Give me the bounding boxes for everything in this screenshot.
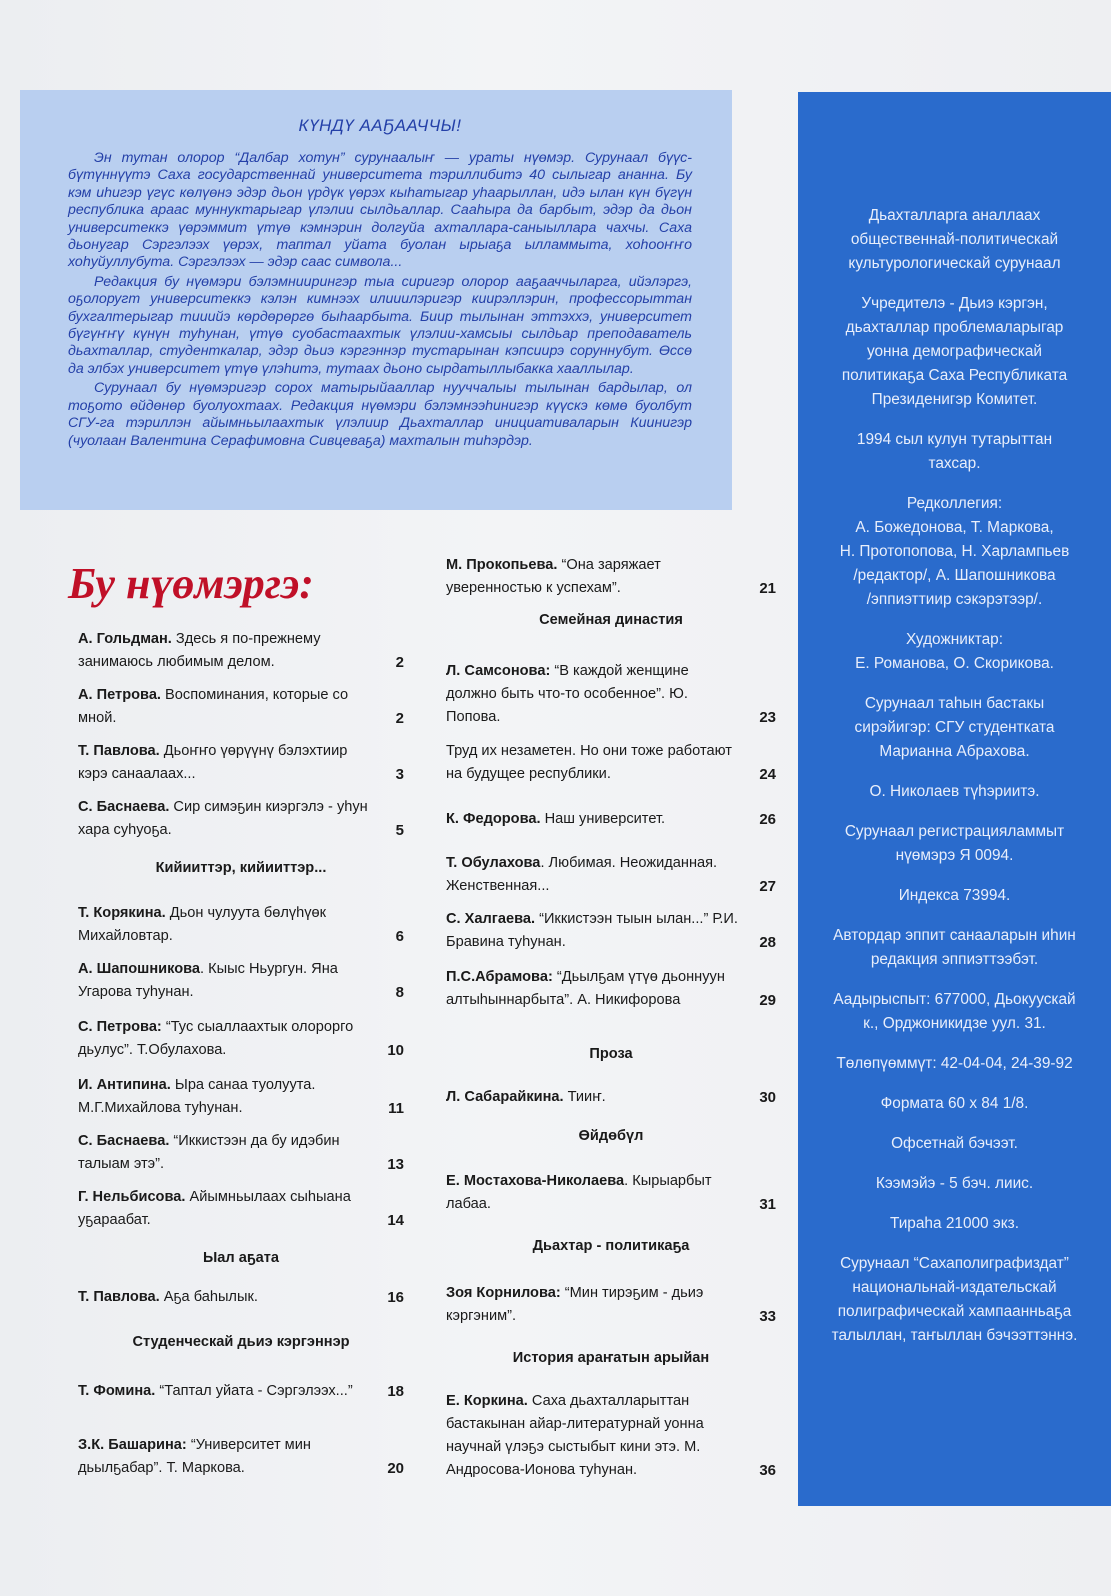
contents-entry[interactable] (78, 1016, 404, 1062)
masthead-line: Сурунаал таһын бастакы (864, 695, 1045, 712)
entry-title (78, 1074, 404, 1120)
masthead-line: Сурунаал “Сахаполиграфиздат” (840, 1255, 1069, 1272)
entry-title (78, 1186, 404, 1232)
entry-text: Айымньылаах сыһыана уҕараабат. (78, 1189, 351, 1228)
entry-text: Дьоҥҥо үөрүүнү бэлэхтиир кэрэ санаалаах... (78, 743, 348, 782)
entry-title (78, 684, 404, 730)
entry-text: “Таптал уйата - Сэргэлээх...” (155, 1383, 353, 1399)
masthead-line: О. Николаев түһэриитэ. (869, 783, 1040, 800)
masthead-line: общественнай-политическай (850, 231, 1059, 248)
masthead-line: политикаҕа Саха Республиката (841, 367, 1068, 384)
contents-entry[interactable] (78, 902, 404, 948)
masthead-line: дьахталлар проблемаларыгар (845, 319, 1064, 336)
masthead-block (798, 884, 1111, 908)
masthead-block (798, 492, 1111, 612)
entry-author: И. Антипина. (78, 1077, 171, 1093)
contents-section-heading: Дьахтар - политикаҕа (532, 1238, 690, 1254)
masthead-line: тахсар. (928, 455, 981, 472)
entry-title (78, 1286, 404, 1309)
masthead-line: культурологическай сурунаал (848, 255, 1061, 272)
contents-section-heading: Студенческай дьиэ кэргэннэр (132, 1334, 350, 1350)
masthead-line: редакция эппиэттээбэт. (870, 951, 1039, 968)
entry-page-number: 30 (759, 1089, 776, 1106)
entry-page-number: 36 (759, 1462, 776, 1479)
entry-page-number: 3 (395, 766, 404, 783)
contents-entry[interactable] (78, 796, 404, 842)
contents-section-heading: Өйдөбүл (578, 1128, 644, 1144)
entry-page-number: 6 (395, 928, 404, 945)
entry-page-number: 28 (759, 934, 776, 951)
entry-author: А. Гольдман. (78, 631, 172, 647)
entry-author: Т. Обулахова (446, 855, 541, 871)
entry-page-number: 8 (395, 984, 404, 1001)
entry-author: Е. Коркина. (446, 1393, 528, 1409)
contents-entry[interactable] (446, 1282, 776, 1328)
entry-text: Ыра санаа туолуута. М.Г.Михайлова туһунан. (78, 1077, 316, 1116)
contents-entry[interactable] (446, 908, 776, 954)
masthead-line: Сурунаал регистрацияламмыт (844, 823, 1065, 840)
entry-page-number: 18 (387, 1383, 404, 1400)
contents-entry[interactable] (78, 1074, 404, 1120)
contents-entry[interactable] (78, 1434, 404, 1480)
contents-entry[interactable] (78, 628, 404, 674)
masthead-block (798, 1132, 1111, 1156)
contents-entry[interactable] (446, 852, 776, 898)
entry-title (78, 902, 404, 948)
entry-text: Здесь я по-прежнему занимаюсь любимым делом. (78, 631, 321, 670)
entry-author: К. Федорова. (446, 811, 541, 827)
entry-title (446, 1390, 776, 1482)
entry-author: Л. Самсонова: (446, 663, 551, 679)
entry-text: . Любимая. Неожиданная. Женственная... (446, 855, 718, 894)
contents-entry[interactable] (78, 684, 404, 730)
masthead-line: Марианна Абрахова. (879, 743, 1030, 760)
entry-author: С. Петрова: (78, 1019, 162, 1035)
entry-text: “Иккистээн да бу идэбин талыам этэ”. (78, 1133, 340, 1172)
entry-title (78, 958, 404, 1004)
entry-author: С. Баснаева. (78, 1133, 170, 1149)
contents-entry[interactable] (446, 966, 776, 1012)
masthead-block (798, 1052, 1111, 1076)
masthead-block (798, 428, 1111, 476)
contents-entry[interactable] (78, 1186, 404, 1232)
entry-page-number: 20 (387, 1460, 404, 1477)
contents-entry[interactable] (446, 1390, 776, 1482)
entry-title (78, 740, 404, 786)
entry-page-number: 33 (759, 1308, 776, 1325)
masthead-line: 1994 сыл кулун тутарыттан (856, 431, 1053, 448)
masthead-block (798, 1212, 1111, 1236)
entry-author: Зоя Корнилова: (446, 1285, 561, 1301)
masthead-block (798, 780, 1111, 804)
intro-paragraph-2: Редакция бу нүөмэри бэлэмниирингэр тыа сиригэр олорор ааҕааччыларга, ийэлэргэ, оҕолоругт университеккэ кэлэн кимнээх илииилэригэр киирэллэрин, профессорыттан бухгалтерыгар тииийэ көрдөрөргө быһаарбыта. Биир тылынан эттэххэ, университет бүгүҥҥү күнүн туһунан, үтүө суобастаахтык үлэлии-хамсыы сылдьар преподаватель дьахталлар, студенткалар, эдэр дьиэ кэргэннэр тустарынан кэпсиирэ соруннубут. Өссө да элбэх университет үтүө үлэһитэ, тутаах дьоно сырдатыллыбакка хааллылар. (68, 273, 692, 377)
masthead-block (798, 988, 1111, 1036)
entry-text: “Мин тирэҕим - дьиэ кэргэним”. (446, 1285, 704, 1324)
contents-heading: Бу нүөмэргэ: (68, 559, 314, 608)
entry-text: Труд их незаметен. Но они тоже работают на будущее республики. (446, 743, 732, 782)
contents-entry[interactable] (446, 660, 776, 729)
masthead-line: Дьахталларга аналлаах (868, 207, 1041, 224)
masthead-line: Тираһа 21000 экз. (889, 1215, 1019, 1232)
entry-text: “В каждой женщине должно быть что-то особенное”. Ю. Попова. (446, 663, 689, 725)
entry-title (446, 966, 776, 1012)
entry-page-number: 31 (759, 1196, 776, 1213)
masthead-line: Кээмэйэ - 5 бэч. лиис. (875, 1175, 1034, 1192)
entry-text: “Иккистээн тыын ылан...” Р.И. Бравина туһунан. (446, 911, 738, 950)
entry-page-number: 29 (759, 992, 776, 1009)
contents-entry[interactable] (446, 1086, 776, 1109)
entry-author: Е. Мостахова-Николаева (446, 1173, 625, 1189)
entry-author: Л. Сабарайкина. (446, 1089, 564, 1105)
masthead-line: Индекса 73994. (898, 887, 1011, 904)
masthead-block (798, 924, 1111, 972)
masthead-line: Н. Протопопова, Н. Харлампьев (839, 543, 1070, 560)
masthead-block (798, 1252, 1111, 1348)
masthead-line: Төлөпүөммүт: 42-04-04, 24-39-92 (836, 1055, 1073, 1072)
entry-page-number: 13 (387, 1156, 404, 1173)
entry-title (78, 628, 404, 674)
entry-text: “Она заряжает уверенностью к успехам”. (446, 557, 661, 596)
entry-title (446, 1086, 776, 1109)
entry-title (78, 1016, 404, 1062)
contents-section-heading: История араҥатын арыйан (512, 1350, 710, 1366)
entry-title (78, 1380, 404, 1403)
entry-text: “Университет мин дьылҕабар”. Т. Маркова. (78, 1437, 311, 1476)
entry-title (78, 1434, 404, 1480)
masthead-block (798, 820, 1111, 868)
entry-text: Наш университет. (540, 811, 666, 827)
entry-page-number: 23 (759, 709, 776, 726)
masthead-line: Президенигэр Комитет. (871, 391, 1038, 408)
entry-author: Т. Павлова. (78, 743, 160, 759)
masthead-block (798, 204, 1111, 276)
entry-page-number: 5 (395, 822, 404, 839)
masthead-line: /эппиэттиир сэкэрэтээр/. (866, 591, 1043, 608)
entry-text: “Тус сыаллаахтык олорорго дьулус”. Т.Обулахова. (78, 1019, 354, 1058)
contents-entry[interactable] (446, 808, 776, 831)
contents-section-heading: Ыал аҕата (203, 1250, 279, 1266)
entry-page-number: 10 (387, 1042, 404, 1059)
masthead-line: к., Орджоникидзе уул. 31. (863, 1015, 1046, 1032)
entry-author: С. Баснаева. (78, 799, 170, 815)
entry-author: П.С.Абрамова: (446, 969, 553, 985)
entry-page-number: 21 (759, 580, 776, 597)
masthead-block (798, 628, 1111, 676)
masthead-block (798, 692, 1111, 764)
entry-page-number: 2 (395, 710, 404, 727)
masthead-line: Офсетнай бэчээт. (891, 1135, 1018, 1152)
entry-author: Т. Фомина. (78, 1383, 156, 1399)
entry-author: М. Прокопьева. (446, 557, 558, 573)
contents-entry[interactable] (78, 740, 404, 786)
entry-page-number: 24 (759, 766, 776, 783)
intro-paragraph-1: Эн тутан олорор “Далбар хотун” сурунаалыҥ — ураты нүөмэр. Сурунаал бүүс-бүтүннүүтэ Саха государственнай университета тэриллибитэ 40 сылыгар ананна. Бу кэм иһигэр үгүс көлүөнэ эдэр дьон үрдүк үөрэх кыһатыгар уһаарыллан, идэ ылан күн бүгүн республика араас муннуктарыгар үлэлии сылдьаллар. Сааһыра да барбыт, эдэр да дьон университеккэ үөрэммит үтүө кэмнэрин долгуйа ахталлара-саныыллара чахчы. Саха дьонугар Сэргэлээх үөрэх, таптал уйата буолан ырыаҕа ылламмыта, хоһооҥҥо хоһуйуллубута. Сэргэлээх — эдэр саас символа... (68, 150, 692, 271)
entry-title (446, 1282, 776, 1328)
entry-text: . Кырыарбыт лабаа. (446, 1173, 712, 1212)
masthead-line: нүөмэрэ Я 0094. (895, 847, 1014, 864)
masthead-line: А. Божедонова, Т. Маркова, (855, 519, 1054, 536)
entry-text: Саха дьахталларыттан бастакынан айар-литературнай уонна научнай үлэҕэ сыстыбыт кини этэ. М. Андросова-Ионова туһунан. (446, 1393, 704, 1478)
entry-author: А. Шапошникова (78, 961, 201, 977)
entry-page-number: 11 (388, 1100, 404, 1117)
entry-text: Тииҥ. (563, 1089, 606, 1105)
masthead-sidebar (798, 92, 1111, 1506)
entry-page-number: 2 (395, 654, 404, 671)
intro-title: КҮНДҮ ААҔААЧЧЫ! (298, 116, 462, 135)
editorial-intro-box (20, 90, 732, 510)
entry-text: Сир симэҕин киэргэлэ - уһун хара суһуоҕа. (78, 799, 368, 838)
entry-title (446, 1170, 776, 1216)
masthead-line: национальнай-издательскай (852, 1279, 1057, 1296)
masthead-line: Автордар эппит санааларын иһин (833, 927, 1076, 944)
entry-author: Т. Корякина. (78, 905, 166, 921)
entry-page-number: 14 (387, 1212, 404, 1229)
masthead-line: уонна демографическай (866, 343, 1043, 360)
entry-title (446, 852, 776, 898)
entry-title (78, 796, 404, 842)
entry-text: “Дьылҕам үтүө дьоннуун алтыһыннарбыта”. А. Никифорова (446, 969, 725, 1008)
entry-text: Дьон чулуута бөлүһүөк Михайловтар. (78, 905, 327, 944)
entry-title (78, 1130, 404, 1176)
contents-entry[interactable] (446, 740, 776, 786)
entry-title (446, 554, 776, 600)
masthead-line: Редколлегия: (906, 495, 1003, 512)
entry-text: Аҕа баһылык. (159, 1289, 258, 1305)
masthead-line: Формата 60 х 84 1/8. (880, 1095, 1029, 1112)
entry-author: Т. Павлова. (78, 1289, 160, 1305)
contents-section-heading: Кийииттэр, кийииттэр... (155, 860, 327, 876)
entry-text: Воспоминания, которые со мной. (78, 687, 349, 726)
entry-author: С. Халгаева. (446, 911, 536, 927)
masthead-block (798, 1172, 1111, 1196)
masthead-line: Художниктар: (905, 631, 1004, 648)
masthead-line: Аадырыспыт: 677000, Дьокуускай (833, 991, 1076, 1008)
intro-paragraph-3: Сурунаал бу нүөмэригэр сорох матырыйааллар нууччалыы тылынан бардылар, ол тоҕото өйдөнөр буолуохтаах. Редакция нүөмэри бэлэмнээһинигэр күүскэ көмө буолбут СГУ-га тэриллэн айымньылаахтык үлэлиир Дьахталлар инициативаларын Киинигэр (чуолаан Валентина Серафимовна Сивцеваҕа) махталын тиһэрдэр. (68, 380, 692, 449)
entry-title (446, 660, 776, 729)
masthead-block (798, 1092, 1111, 1116)
contents-entry[interactable] (78, 1130, 404, 1176)
entry-page-number: 16 (387, 1289, 404, 1306)
masthead-line: Учредителэ - Дьиэ кэргэн, (861, 295, 1048, 312)
entry-title (446, 908, 776, 954)
contents-section-heading: Семейная династия (539, 612, 683, 628)
contents-entry[interactable] (78, 1380, 404, 1403)
contents-entry[interactable] (446, 1170, 776, 1216)
entry-title (446, 808, 776, 831)
entry-page-number: 26 (759, 811, 776, 828)
contents-entry[interactable] (78, 1286, 404, 1309)
masthead-line: Е. Романова, О. Скорикова. (855, 655, 1054, 672)
entry-text: . Кыыс Ньургун. Яна Угарова туһунан. (78, 961, 338, 1000)
entry-title (446, 740, 776, 786)
masthead-line: сирэйигэр: СГУ студентката (854, 719, 1055, 736)
contents-section-heading: Проза (589, 1046, 633, 1062)
entry-author: А. Петрова. (78, 687, 161, 703)
masthead-line: /редактор/, А. Шапошникова (853, 567, 1056, 584)
contents-entry[interactable] (78, 958, 404, 1004)
entry-page-number: 27 (759, 878, 776, 895)
contents-entry[interactable] (446, 554, 776, 600)
entry-author: З.К. Башарина: (78, 1437, 187, 1453)
entry-author: Г. Нельбисова. (78, 1189, 186, 1205)
masthead-block (798, 292, 1111, 412)
masthead-line: талыллан, таҥыллан бэчээттэннэ. (831, 1327, 1078, 1344)
masthead-line: полиграфическай хампаанньаҕа (837, 1303, 1072, 1320)
